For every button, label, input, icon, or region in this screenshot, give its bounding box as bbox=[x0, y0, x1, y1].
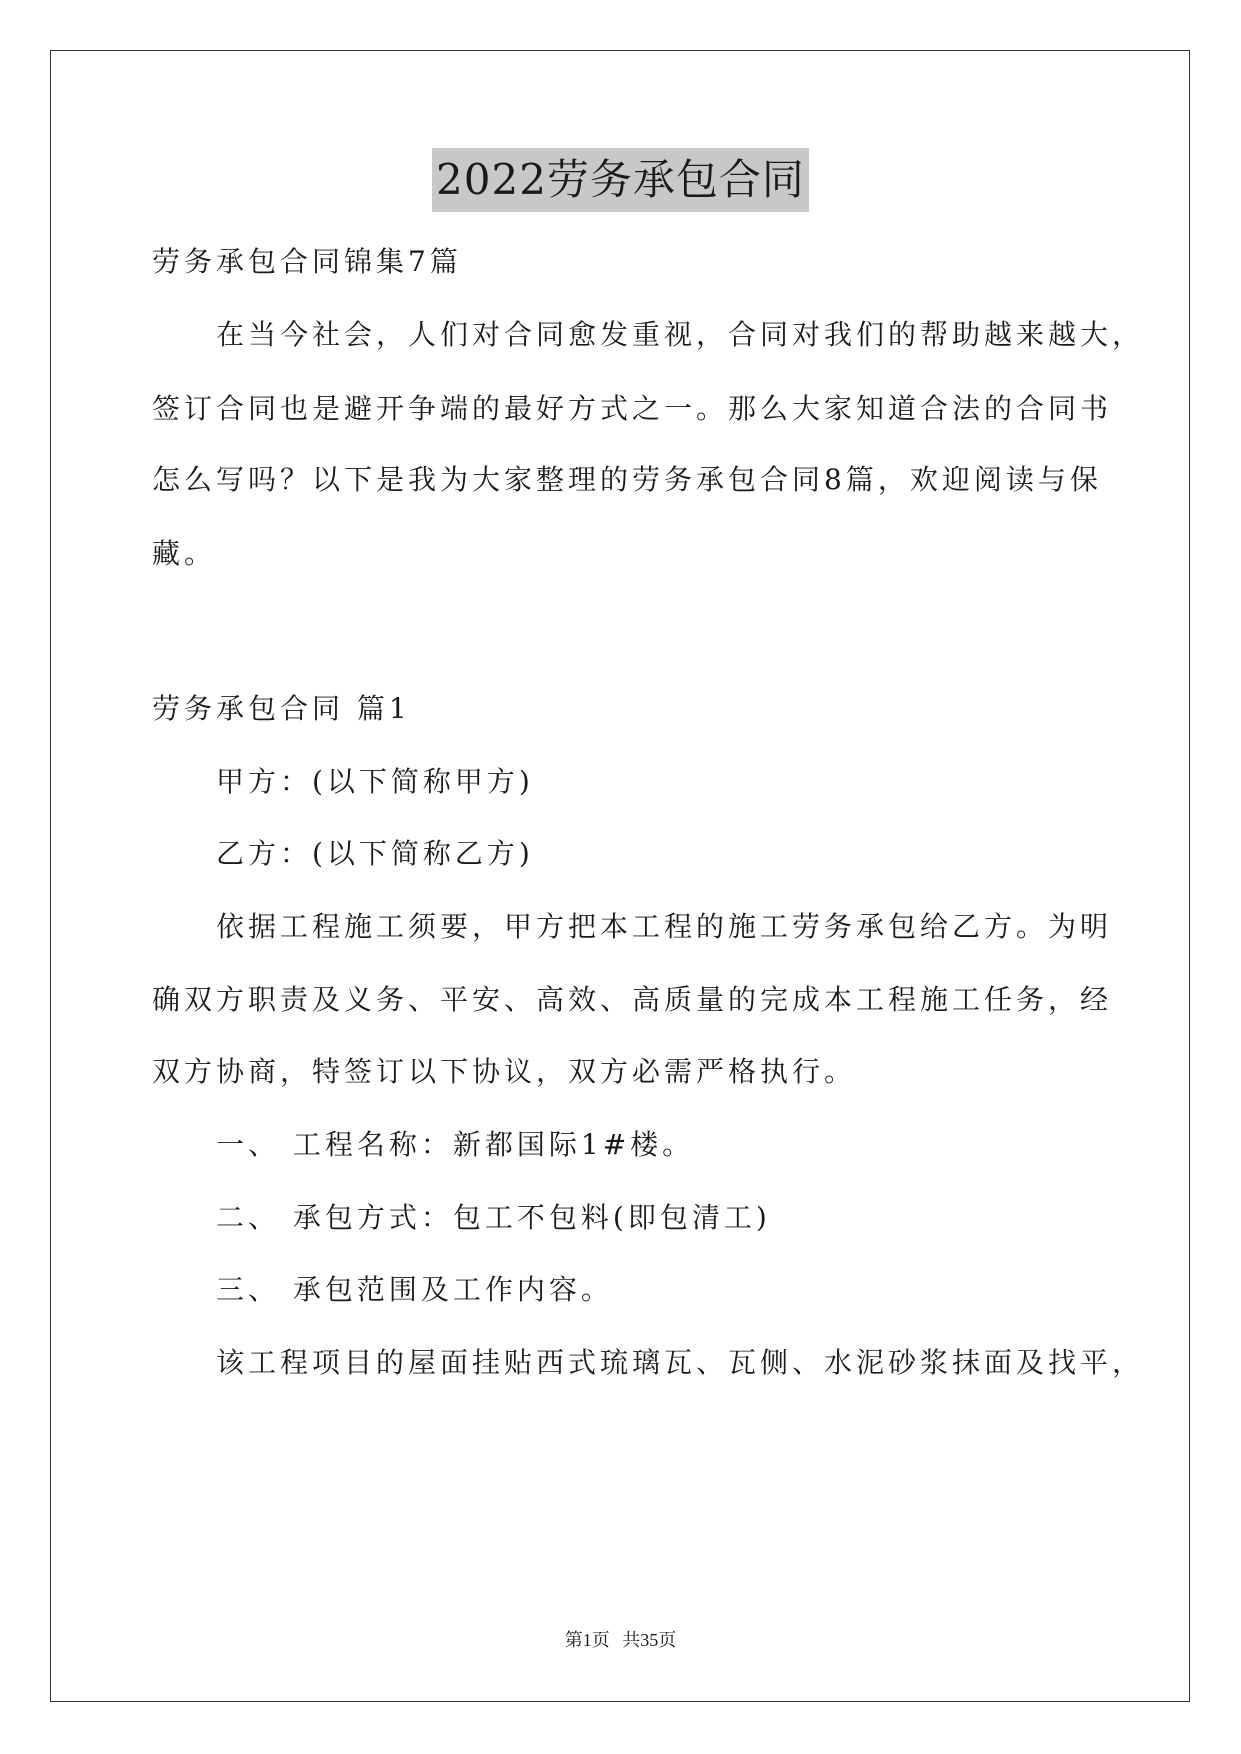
clause-item: 一、 工程名称：新都国际1#楼。 bbox=[216, 1128, 695, 1161]
body-line: 依据工程施工须要，甲方把本工程的施工劳务承包给乙方。为明 bbox=[216, 910, 1113, 943]
intro-line: 签订合同也是避开争端的最好方式之一。那么大家知道合法的合同书 bbox=[152, 392, 1113, 425]
document-title: 2022劳务承包合同 bbox=[432, 148, 809, 212]
party-b: 乙方：(以下简称乙方) bbox=[216, 837, 534, 870]
title-container bbox=[0, 148, 1241, 212]
subtitle: 劳务承包合同锦集7篇 bbox=[152, 245, 462, 278]
body-line: 该工程项目的屋面挂贴西式琉璃瓦、瓦侧、水泥砂浆抹面及找平， bbox=[216, 1346, 1145, 1379]
page-total: 共35页 bbox=[622, 1630, 677, 1650]
party-a: 甲方：(以下简称甲方) bbox=[216, 765, 534, 798]
body-line: 双方协商，特签订以下协议，双方必需严格执行。 bbox=[152, 1055, 857, 1088]
page-footer bbox=[0, 1628, 1241, 1652]
section-heading: 劳务承包合同 篇1 bbox=[152, 692, 411, 725]
body-line: 确双方职责及义务、平安、高效、高质量的完成本工程施工任务，经 bbox=[152, 983, 1113, 1016]
intro-line: 怎么写吗？以下是我为大家整理的劳务承包合同8篇，欢迎阅读与保 bbox=[152, 463, 1102, 496]
clause-item: 二、 承包方式：包工不包料(即包清工) bbox=[216, 1201, 771, 1234]
page-border bbox=[50, 50, 1190, 1702]
intro-line: 藏。 bbox=[152, 537, 217, 570]
intro-line: 在当今社会，人们对合同愈发重视，合同对我们的帮助越来越大， bbox=[216, 318, 1145, 351]
page-number: 第1页 bbox=[564, 1630, 610, 1650]
clause-item: 三、 承包范围及工作内容。 bbox=[216, 1273, 613, 1306]
